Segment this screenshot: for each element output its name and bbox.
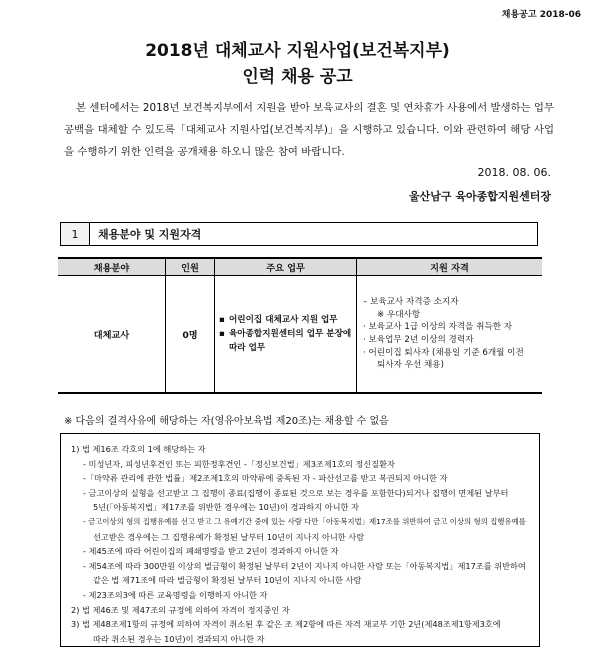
cell-qualifications bbox=[357, 276, 543, 394]
qualification-line: 퇴사자 우선 채용) bbox=[377, 360, 444, 371]
title-line-2: 인력 채용 공고 bbox=[242, 67, 353, 87]
qualification-line: – 보육교사 자격증 소지자 bbox=[363, 297, 459, 308]
notice-date: 2018. 08. 06. bbox=[477, 166, 551, 179]
disqualification-box bbox=[60, 433, 540, 647]
header-duties: 주요 업무 bbox=[215, 258, 357, 276]
duty-item: ▪ 어린이집 대체교사 지원 업무 bbox=[219, 315, 338, 325]
notice-number: 채용공고 2018-06 bbox=[501, 10, 581, 20]
table-row bbox=[58, 276, 542, 394]
disqualification-item: -「마약류 관리에 관한 법률」제2조제1호의 마약류에 중독된 자 - 파산선고를 받고 복권되지 아니한 자 bbox=[83, 473, 448, 484]
recruitment-table bbox=[58, 257, 542, 394]
disqualification-item: - 금고이상의 형의 집행유예를 선고 받고 그 유예기간 중에 있는 사람 다만「아동복지법」제17조를 위반하여 금고 이상의 형의 집행유예를 bbox=[83, 516, 526, 526]
intro-paragraph: 본 센터에서는 2018년 보건복지부에서 지원을 받아 보육교사의 결혼 및 연차휴가 사용에서 발생하는 업무 공백을 대체할 수 있도록「대체교사 지원사업(보건복지부)」을 시행하고 있습니다. 이와 관련하여 해당 사업을 수행하기 위한 인력을 공개채용 하오니 많은 참여 바랍니다. bbox=[64, 102, 554, 158]
disqualification-item: - 제23조의3에 따른 교육명령을 이행하지 아니한 자 bbox=[83, 589, 268, 600]
header-qualifications: 지원 자격 bbox=[357, 258, 543, 276]
disqualification-item: - 미성년자, 피성년후견인 또는 피한정후견인 -「정신보건법」제3조제1호의 정신질환자 bbox=[83, 458, 395, 469]
section-title: 채용분야 및 지원자격 bbox=[98, 228, 202, 241]
bullet-icon: ▪ bbox=[219, 315, 225, 325]
organization-name: 울산남구 육아종합지원센터장 bbox=[409, 190, 551, 203]
duty-item: ▪ 육아종합지원센터의 업무 분장에 따라 업무 bbox=[219, 329, 352, 353]
cell-field: 대체교사 bbox=[58, 276, 166, 394]
disqualification-item: - 금고이상의 실형을 선고받고 그 집행이 종료(집행이 종료된 것으로 보는 경우를 포함한다)되거나 집행이 면제된 날부터 bbox=[83, 487, 509, 498]
cell-count: 0명 bbox=[166, 276, 215, 394]
disqualification-item: - 제45조에 따라 어린이집의 폐쇄명령을 받고 2년이 경과하지 아니한 자 bbox=[83, 546, 339, 557]
qualification-line: · 어린이집 퇴사자 (채용일 기준 6개월 이전 bbox=[363, 347, 524, 358]
disqualification-item: 같은 법 제71조에 따라 벌금형이 확정된 날부터 10년이 지나지 아니한 사람 bbox=[93, 575, 362, 586]
cell-duties bbox=[215, 276, 357, 394]
bullet-icon: ▪ bbox=[219, 329, 225, 339]
qualification-line: · 보육교사 1급 이상의 자격을 취득한 자 bbox=[363, 322, 513, 333]
disqualification-item: 따라 취소된 경우는 10년)이 경과되지 아니한 자 bbox=[93, 633, 265, 644]
disqualification-note: ※ 다음의 결격사유에 해당하는 자(영유아보육법 제20조)는 채용할 수 없음 bbox=[64, 416, 389, 427]
header-field: 채용분야 bbox=[58, 258, 166, 276]
title-line-1: 2018년 대체교사 지원사업(보건복지부) bbox=[145, 41, 450, 61]
disqualification-item: 3) 법 제48조제1항의 규정에 의하여 자격이 취소된 후 같은 조 제2항에 따른 자격 재교부 기한 2년(제48조제1항제3호에 bbox=[71, 619, 501, 630]
disqualification-item: 5년(「아동복지법」제17조를 위반한 경우에는 10년)이 경과하지 아니한 자 bbox=[93, 502, 359, 513]
disqualification-item: 선고받은 경우에는 그 집행유예가 확정된 날부터 10년이 지나지 아니한 사람 bbox=[93, 531, 365, 542]
qualification-line: ※ 우대사항 bbox=[377, 309, 421, 320]
section-number: 1 bbox=[61, 223, 90, 245]
qualification-line: · 보육업무 2년 이상의 경력자 bbox=[363, 335, 474, 345]
table-header-row bbox=[58, 258, 542, 276]
disqualification-item: - 제54조에 따라 300만원 이상의 벌금형이 확정된 날부터 2년이 지나지 아니한 사람 또는「아동복지법」제17조를 위반하여 bbox=[83, 560, 526, 571]
section-header bbox=[60, 222, 538, 246]
disqualification-item: 2) 법 제46조 및 제47조의 규정에 의하여 자격이 정지중인 자 bbox=[71, 604, 290, 615]
disqualification-item: 1) 법 제16조 각호의 1에 해당하는 자 bbox=[71, 444, 206, 454]
header-count: 인원 bbox=[166, 258, 215, 276]
